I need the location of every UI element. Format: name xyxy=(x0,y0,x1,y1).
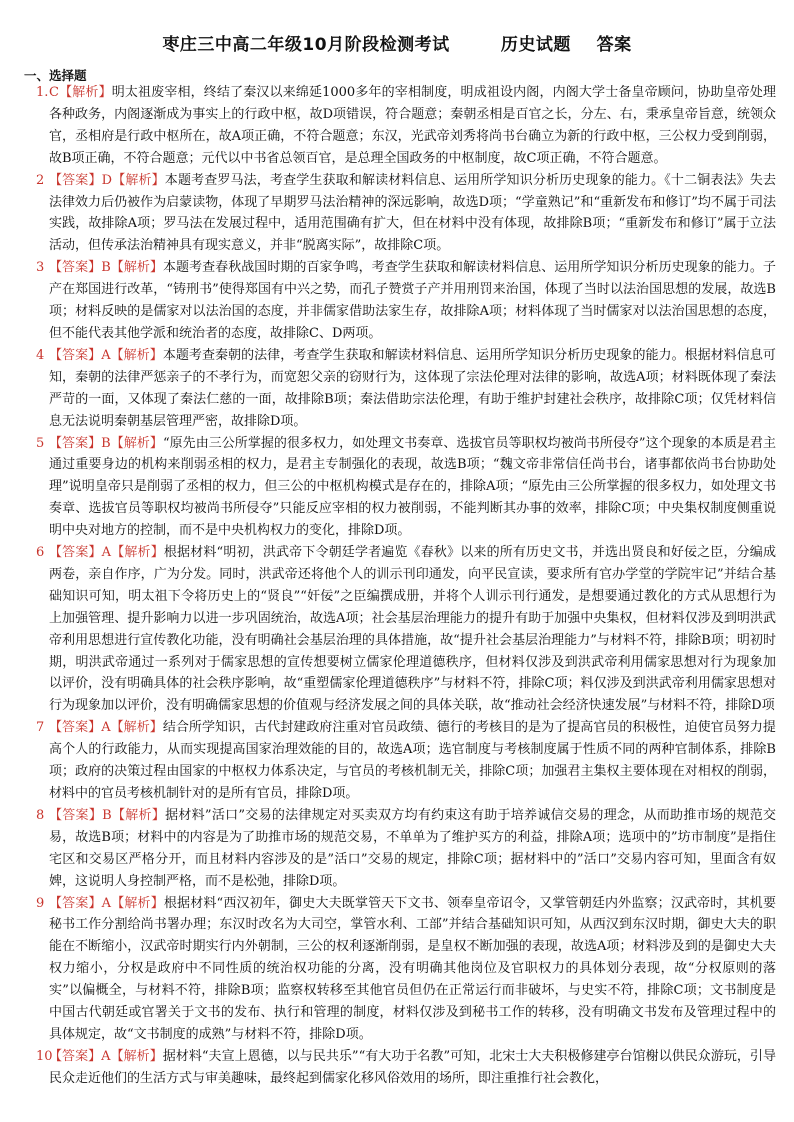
answer-item: 9 【答案】A【解析】根据材料“西汉初年，御史大夫既掌管天下文书、领奉皇帝诏令，又掌管朝廷内外监察；汉武帝时，其机要秘书工作分割给尚书署办理；东汉时改名为大司空，掌管水利、工部”并结合基础知识可知，从西汉到东汉时期，御史大夫的职能在不断缩小，汉武帝时期实行内外朝制，三公的权利逐渐削弱，是皇权不断加强的表现，故选A项；材料涉及到的是御史大夫权力缩小，分权是政府中不同性质的统治权功能的分离，没有明确其他岗位及官职权力的具体划分表现，故“分权原则的落实”以偏概全，与材料不符，排除B项；监察权转移至其他官员但仍在正常运行而非破坏，与史实不符，排除C项；文书制度是中国古代朝廷或官署关于文书的发布、执行和管理的制度，材料仅涉及到秘书工作的转移，没有明确文书发布及管理过程中的具体规定，故“文书制度的成熟”与材料不符，排除D项。 xyxy=(24,893,776,1046)
analysis-label: 解析 xyxy=(123,347,150,363)
question-number: 10 xyxy=(36,1048,53,1064)
question-number: 9 xyxy=(36,895,45,911)
answer-letter: A xyxy=(101,347,111,363)
analysis-text: 根据材料“西汉初年，御史大夫既掌管天下文书、领奉皇帝诏令，又掌管朝廷内外监察；汉武帝时，其机要秘书工作分割给尚书署办理；东汉时改名为大司空，掌管水利、工部”并结合基础知识可知，从西汉到东汉时期，御史大夫的职能在不断缩小，汉武帝时期实行内外朝制，三公的权利逐渐削弱，是皇权不断加强的表现，故选A项；材料涉及到的是御史大夫权力缩小，分权是政府中不同性质的统治权功能的分离，没有明确其他岗位及官职权力的具体划分表现，故“分权原则的落实”以偏概全，与材料不符，排除B项；监察权转移至其他官员但仍在正常运行而非破坏，与史实不符，排除C项；文书制度是中国古代朝廷或官署关于文书的发布、执行和管理的制度，材料仅涉及到秘书工作的转移，没有明确文书发布及管理过程中的具体规定，故“文书制度的成熟”与材料不符，排除D项。 xyxy=(49,895,776,1042)
answer-item: 5 【答案】B【解析】“原先由三公所掌握的很多权力，如处理文书奏章、选拔官员等职权均被尚书所侵夺”这个现象的本质是君主通过重要身边的机构来削弱丞相的权力，是君主专制强化的表现，故选B项；“魏文帝非常信任尚书台，诸事都依尚书台协助处理”说明皇帝只是削弱了丞相的权力，但三公的中枢机构模式是存在的，排除A项；“原先由三公所掌握的很多权力，如处理文书奏章、选拔官员等职权均被尚书所侵夺”只能反应宰相的权力被削弱，不能判断其办事的效率，排除C项；中央集权制度侧重说明中央对地方的控制，而不是中央机构权力的变化，排除D项。 xyxy=(24,433,776,543)
analysis-text: 据材料”活口”交易的法律规定对买卖双方均有约束这有助于培养诚信交易的理念，从而助推市场的规范交易，故选B项；材料中的内容是为了助推市场的规范交易，不单单为了维护买方的利益，排除A项；选项中的”坊市制度”是指住宅区和交易区严格分开，而且材料内容涉及的是”活口”交易的规定，排除C项；据材料中的”活口”交易内容可知，里面含有奴婢，这说明人身控制严格，而不是松弛，排除D项。 xyxy=(49,807,776,889)
analysis-label: 解析 xyxy=(124,895,151,911)
analysis-text: 根据材料“明初，洪武帝下令朝廷学者遍览《春秋》以来的所有历史文书，并选出贤良和好佞之臣，分编成两卷，亲自作序，广为分发。同时，洪武帝还将他个人的训示刊印通发，向平民宣读，要求所有官办学堂的学院牢记”并结合基础知识可知，明太祖下令将历史上的“贤良”“奸佞”之臣编撰成册，并将个人训示刊行通发，是想要通过教化的方式从思想行为上加强管理、提升影响力以进一步巩固统治，故选A项；社会基层治理能力的提升有助于加强中央集权，但材料仅涉及到明洪武帝利用思想进行宣传教化功能，没有明确社会基层治理的具体措施，故“提升社会基层治理能力”与材料不符，排除B项；明初时期，明洪武帝通过一系列对于儒家思想的宣传想要树立儒家伦理道德秩序，但材料仅涉及到洪武帝利用儒家思想对行为现象加以评价，没有明确具体的社会秩序影响，故“重塑儒家伦理道德秩序”与材料不符，排除C项；料仅涉及到洪武帝利用儒家思想对行为现象加以评价，没有明确儒家思想的价值观与经济发展之间的具体关联，故“推动社会经济快速发展”与材料不符，排除D项 xyxy=(49,545,776,714)
answer-item: 2 【答案】D【解析】本题考查罗马法，考查学生获取和解读材料信息、运用所学知识分析历史现象的能力。《十二铜表法》失去法律效力后仍被作为启蒙读物，体现了早期罗马法治精神的深远影响，故选D项；“学童熟记”和“重新发布和修订”均不属于司法实践，故排除A项；罗马法在发展过程中，适用范围确有扩大，但在材料中没有体现，故排除B项；“重新发布和修订”属于立法活动，但传承法治精神具有现实意义，并非“脱离实际”，故排除C项。 xyxy=(24,170,776,258)
answer-label: 答案 xyxy=(62,435,89,451)
answer-item: 4 【答案】A【解析】本题考查秦朝的法律，考查学生获取和解读材料信息、运用所学知识分析历史现象的能力。根据材料信息可知，秦朝的法律严惩亲子的不孝行为，而宽恕父亲的窃财行为，这体现了宗法伦理对法律的影响，故选A项；材料既体现了秦法严苛的一面，又体现了秦法仁慈的一面，故排除B项；秦法借助宗法伦理，有助于维护封建社会秩序，故排除C项；仅凭材料信息无法说明秦朝基层管理严密，故排除D项。 xyxy=(24,345,776,433)
section-heading: 一、选择题 xyxy=(24,68,87,83)
analysis-label: 解析 xyxy=(123,1048,150,1064)
analysis-text: 本题考查秦朝的法律，考查学生获取和解读材料信息、运用所学知识分析历史现象的能力。根据材料信息可知，秦朝的法律严惩亲子的不孝行为，而宽恕父亲的窃财行为，这体现了宗法伦理对法律的影响，故选A项；材料既体现了秦法严苛的一面，又体现了秦法仁慈的一面，故排除B项；秦法借助宗法伦理，有助于维护封建社会秩序，故排除C项；仅凭材料信息无法说明秦朝基层管理严密，故排除D项。 xyxy=(49,347,776,429)
answer-label: 答案 xyxy=(62,545,89,561)
question-number: 5 xyxy=(36,435,45,451)
analysis-text: 明太祖废宰相，终结了秦汉以来绵延1000多年的宰相制度，明成祖设内阁，内阁大学士备皇帝顾问，协助皇帝处理各种政务，内阁逐渐成为事实上的行政中枢，故D项错误，符合题意；秦朝丞相是百官之长，分左、右，秉承皇帝旨意，统领众官，丞相府是行政中枢所在，故A项正确，不符合题意；东汉，光武帝刘秀将尚书台确立为新的行政中枢，三公权力受到削弱，故B项正确，不符合题意；元代以中书省总领百官，是总理全国政务的中枢制度，故C项正确，不符合题意。 xyxy=(49,85,776,166)
answer-item: 10 【答案】A【解析】据材料“夫宣上恩德，以与民共乐”“有大功于名教”可知，北宋士大夫积极修建亭台馆榭以供民众游玩，引导民众走近他们的生活方式与审美趣味，最终起到儒家化移风俗效用的场所，即注重推行社会教化， xyxy=(24,1046,776,1090)
question-number: 8 xyxy=(36,807,45,823)
analysis-text: 本题考查春秋战国时期的百家争鸣，考查学生获取和解读材料信息、运用所学知识分析历史现象的能力。子产在郑国进行改革，“铸刑书”使得郑国有中兴之势，而孔子赞赏子产并用刑罚来治国，体现了当时以法治国思想的发展，故选B项；材料反映的是儒家对以法治国的态度，并非儒家借助法家生存，故排除A项；材料体现了当时儒家对以法治国思想的态度，但不能代表其他学派和统治者的态度，故排除C、D两项。 xyxy=(49,260,776,341)
answer-label: 答案 xyxy=(62,895,89,911)
analysis-label: 解析 xyxy=(125,172,152,188)
answer-list xyxy=(24,82,776,1090)
analysis-label: 解析 xyxy=(72,85,99,100)
answer-letter: A xyxy=(101,720,111,736)
analysis-text: 本题考查罗马法，考查学生获取和解读材料信息、运用所学知识分析历史现象的能力。《十二铜表法》失去法律效力后仍被作为启蒙读物，体现了早期罗马法治精神的深远影响，故选D项；“学童熟记”和“重新发布和修订”均不属于司法实践，故排除A项；罗马法在发展过程中，适用范围确有扩大，但在材料中没有体现，故排除B项；“重新发布和修订”属于立法活动，但传承法治精神具有现实意义，并非“脱离实际”，故排除C项。 xyxy=(49,172,776,254)
analysis-label: 解析 xyxy=(123,720,150,736)
question-number: 3 xyxy=(36,260,45,276)
analysis-label: 解析 xyxy=(125,807,152,823)
question-number: 7 xyxy=(36,720,45,736)
answer-label: 答案 xyxy=(62,1048,89,1064)
answer-letter: B xyxy=(102,807,112,823)
answer-label: 答案 xyxy=(62,720,89,736)
answer-letter: A xyxy=(101,1048,111,1064)
analysis-label: 解析 xyxy=(123,260,150,276)
question-number: 4 xyxy=(36,347,45,363)
answer-item: 1. C【解析】明太祖废宰相，终结了秦汉以来绵延1000多年的宰相制度，明成祖设内阁，内阁大学士备皇帝顾问，协助皇帝处理各种政务，内阁逐渐成为事实上的行政中枢，故D项错误，符合题意；秦朝丞相是百官之长，分左、右，秉承皇帝旨意，统领众官，丞相府是行政中枢所在，故A项正确，不符合题意；东汉，光武帝刘秀将尚书台确立为新的行政中枢，三公权力受到削弱，故B项正确，不符合题意；元代以中书省总领百官，是总理全国政务的中枢制度，故C项正确，不符合题意。 xyxy=(24,82,776,170)
analysis-text: 据材料“夫宣上恩德，以与民共乐”“有大功于名教”可知，北宋士大夫积极修建亭台馆榭以供民众游玩，引导民众走近他们的生活方式与审美趣味，最终起到儒家化移风俗效用的场所，即注重推行社会教化， xyxy=(49,1048,776,1086)
answer-letter: A xyxy=(101,895,112,911)
answer-letter: B xyxy=(101,435,111,451)
question-number: 2 xyxy=(36,172,45,188)
question-number: 1. xyxy=(36,85,49,100)
answer-letter: A xyxy=(101,545,112,561)
answer-label: 答案 xyxy=(62,260,89,276)
answer-letter: D xyxy=(101,172,113,188)
answer-label: 答案 xyxy=(62,347,89,363)
answer-letter: B xyxy=(101,260,111,276)
answer-item: 3 【答案】B【解析】本题考查春秋战国时期的百家争鸣，考查学生获取和解读材料信息、运用所学知识分析历史现象的能力。子产在郑国进行改革，“铸刑书”使得郑国有中兴之势，而孔子赞赏子产并用刑罚来治国，体现了当时以法治国思想的发展，故选B项；材料反映的是儒家对以法治国的态度，并非儒家借助法家生存，故排除A项；材料体现了当时儒家对以法治国思想的态度，但不能代表其他学派和统治者的态度，故排除C、D两项。 xyxy=(24,257,776,345)
answer-label: 答案 xyxy=(62,807,89,823)
page-title: 枣庄三中高二年级10月阶段检测考试 历史试题 答案 xyxy=(162,35,632,55)
analysis-text: 结合所学知识，古代封建政府注重对官员政绩、德行的考核目的是为了提高官员的积极性，迫使官员努力提高个人的行政能力，从而实现提高国家治理效能的目的，故选A项；选官制度与考核制度属于性质不同的两种官制体系，排除B项；政府的决策过程由国家的中枢权力体系决定，与官员的考核机制无关，排除C项；加强君主集权主要体现在对相权的削弱，材料中的官员考核机制针对的是所有官员，排除D项。 xyxy=(49,720,776,801)
answer-item: 7 【答案】A【解析】结合所学知识，古代封建政府注重对官员政绩、德行的考核目的是为了提高官员的积极性，迫使官员努力提高个人的行政能力，从而实现提高国家治理效能的目的，故选A项；选官制度与考核制度属于性质不同的两种官制体系，排除B项；政府的决策过程由国家的中枢权力体系决定，与官员的考核机制无关，排除C项；加强君主集权主要体现在对相权的削弱，材料中的官员考核机制针对的是所有官员，排除D项。 xyxy=(24,717,776,805)
analysis-text: “原先由三公所掌握的很多权力，如处理文书奏章、选拔官员等职权均被尚书所侵夺”这个现象的本质是君主通过重要身边的机构来削弱丞相的权力，是君主专制强化的表现，故选B项；“魏文帝非常信任尚书台，诸事都依尚书台协助处理”说明皇帝只是削弱了丞相的权力，但三公的中枢机构模式是存在的，排除A项；“原先由三公所掌握的很多权力，如处理文书奏章、选拔官员等职权均被尚书所侵夺”只能反应宰相的权力被削弱，不能判断其办事的效率，排除C项；中央集权制度侧重说明中央对地方的控制，而不是中央机构权力的变化，排除D项。 xyxy=(49,435,776,539)
answer-item: 8 【答案】B【解析】据材料”活口”交易的法律规定对买卖双方均有约束这有助于培养诚信交易的理念，从而助推市场的规范交易，故选B项；材料中的内容是为了助推市场的规范交易，不单单为了维护买方的利益，排除A项；选项中的”坊市制度”是指住宅区和交易区严格分开，而且材料内容涉及的是”活口”交易的规定，排除C项；据材料中的”活口”交易内容可知，里面含有奴婢，这说明人身控制严格，而不是松弛，排除D项。 xyxy=(24,805,776,893)
analysis-label: 解析 xyxy=(123,435,150,451)
question-number: 6 xyxy=(36,545,45,561)
answer-item: 6 【答案】A【解析】根据材料“明初，洪武帝下令朝廷学者遍览《春秋》以来的所有历史文书，并选出贤良和好佞之臣，分编成两卷，亲自作序，广为分发。同时，洪武帝还将他个人的训示刊印通发，向平民宣读，要求所有官办学堂的学院牢记”并结合基础知识可知，明太祖下令将历史上的“贤良”“奸佞”之臣编撰成册，并将个人训示刊行通发，是想要通过教化的方式从思想行为上加强管理、提升影响力以进一步巩固统治，故选A项；社会基层治理能力的提升有助于加强中央集权，但材料仅涉及到明洪武帝利用思想进行宣传教化功能，没有明确社会基层治理的具体措施，故“提升社会基层治理能力”与材料不符，排除B项；明初时期，明洪武帝通过一系列对于儒家思想的宣传想要树立儒家伦理道德秩序，但材料仅涉及到洪武帝利用儒家思想对行为现象加以评价，没有明确具体的社会秩序影响，故“重塑儒家伦理道德秩序”与材料不符，排除C项；料仅涉及到洪武帝利用儒家思想对行为现象加以评价，没有明确儒家思想的价值观与经济发展之间的具体关联，故“推动社会经济快速发展”与材料不符，排除D项 xyxy=(24,542,776,717)
analysis-label: 解析 xyxy=(124,545,151,561)
answer-letter: C xyxy=(49,85,59,100)
answer-label: 答案 xyxy=(62,172,89,188)
